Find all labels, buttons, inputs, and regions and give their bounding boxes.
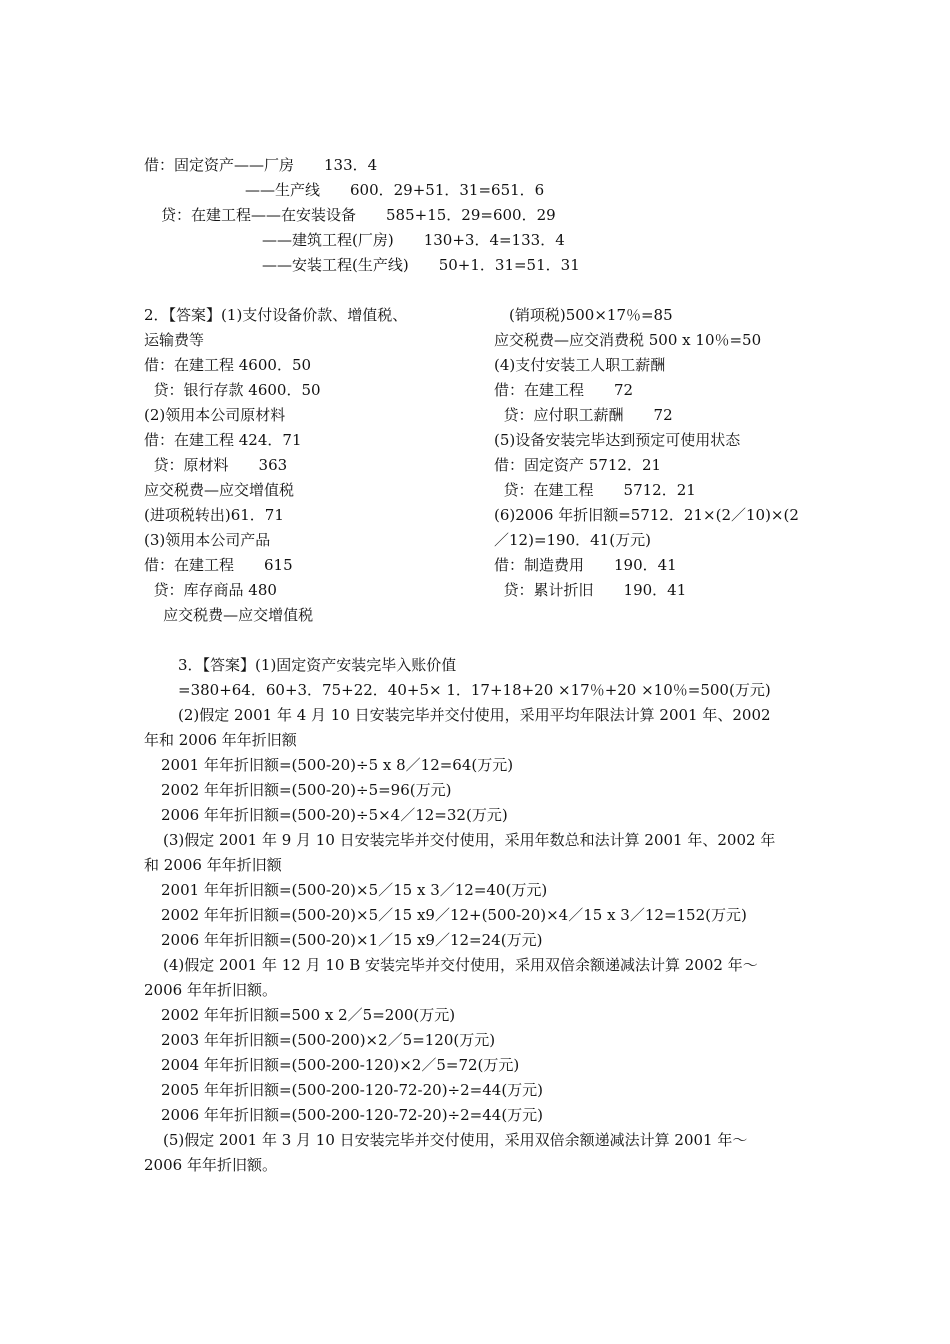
text-line: =380+64．60+3．75+22．40+5× 1．17+18+20 ×17％+20 ×10％=500(万元) [178,681,771,699]
text-line: 2006 年年折旧额=(500-200-120-72-20)÷2=44(万元) [161,1106,544,1124]
text-line: 贷：应付职工薪酬 72 [494,406,673,424]
text-line: 贷：银行存款 4600．50 [144,381,321,399]
text-line: (4)支付安装工人职工薪酬 [494,356,666,374]
text-line: ／12)=190．41(万元) [494,531,651,549]
text-line: 2005 年年折旧额=(500-200-120-72-20)÷2=44(万元) [161,1081,544,1099]
text-line: 借：制造费用 190．41 [494,556,677,574]
text-line: 借：在建工程 424．71 [144,431,302,449]
text-line: (5)设备安装完毕达到预定可使用状态 [494,431,741,449]
text-line: (2)假定 2001 年 4 月 10 日安装完毕并交付使用，采用平均年限法计算 2001 年、2002 [178,706,771,724]
text-line: 应交税费—应交消费税 500 x 10％=50 [494,331,762,349]
text-line: 应交税费—应交增值税 [144,481,295,499]
text-line: 2006 年年折旧额。 [144,981,277,999]
text-line: 贷：原材料 363 [144,456,288,474]
text-line: 贷：库存商品 480 [144,581,277,599]
text-line: (5)假定 2001 年 3 月 10 日安装完毕并交付使用，采用双倍余额递减法计算 2001 年～ [163,1131,748,1149]
journal-credit-installation: ——安装工程(生产线) 50+1．31=51．31 [262,256,580,274]
text-line: 2004 年年折旧额=(500-200-120)×2／5=72(万元) [161,1056,520,1074]
journal-debit-production-line: ——生产线 600．29+51．31=651．6 [245,181,545,199]
text-line: 和 2006 年年折旧额 [144,856,282,874]
text-line: 借：在建工程 4600．50 [144,356,312,374]
text-line: (销项税)500×17％=85 [494,306,673,324]
text-line: (进项税转出)61．71 [144,506,284,524]
text-line: 应交税费—应交增值税 [144,606,314,624]
text-line: 贷：累计折旧 190．41 [494,581,687,599]
text-line: (2)领用本公司原材料 [144,406,286,424]
text-line: 贷：在建工程 5712．21 [494,481,696,499]
text-line: 2006 年年折旧额。 [144,1156,277,1174]
answer-3-heading: 3．【答案】(1)固定资产安装完毕入账价值 [178,656,457,674]
text-line: 2006 年年折旧额=(500-20)÷5×4／12=32(万元) [161,806,508,824]
text-line: 借：在建工程 615 [144,556,293,574]
text-line: 2006 年年折旧额=(500-20)×1／15 x9／12=24(万元) [161,931,543,949]
text-line: 2002 年年折旧额=500 x 2／5=200(万元) [161,1006,456,1024]
text-line: 2001 年年折旧额=(500-20)×5／15 x 3／12=40(万元) [161,881,548,899]
text-line: (4)假定 2001 年 12 月 10 B 安装完毕并交付使用，采用双倍余额递减法计算 2002 年～ [163,956,758,974]
text-line: 2．【答案】(1)支付设备价款、增值税、 [144,306,408,324]
text-line: (3)领用本公司产品 [144,531,271,549]
text-line: 2003 年年折旧额=(500-200)×2／5=120(万元) [161,1031,496,1049]
text-line: 借：在建工程 72 [494,381,634,399]
text-line: 2002 年年折旧额=(500-20)×5／15 x9／12+(500-20)×4／15 x 3／12=152(万元) [161,906,747,924]
journal-credit-construction: ——建筑工程(厂房) 130+3．4=133．4 [262,231,565,249]
text-line: 2002 年年折旧额=(500-20)÷5=96(万元) [161,781,452,799]
journal-debit-plant: 借：固定资产——厂房 133．4 [144,156,378,174]
text-line: 借：固定资产 5712．21 [494,456,662,474]
text-line: 运输费等 [144,331,205,349]
text-line: (3)假定 2001 年 9 月 10 日安装完毕并交付使用，采用年数总和法计算 2001 年、2002 年 [163,831,776,849]
text-line: 2001 年年折旧额=(500-20)÷5 x 8／12=64(万元) [161,756,514,774]
text-line: 年和 2006 年年折旧额 [144,731,297,749]
journal-credit-installing-equipment: 贷：在建工程——在安装设备 585+15．29=600．29 [161,206,556,224]
text-line: (6)2006 年折旧额=5712．21×(2／10)×(2 [494,506,799,524]
